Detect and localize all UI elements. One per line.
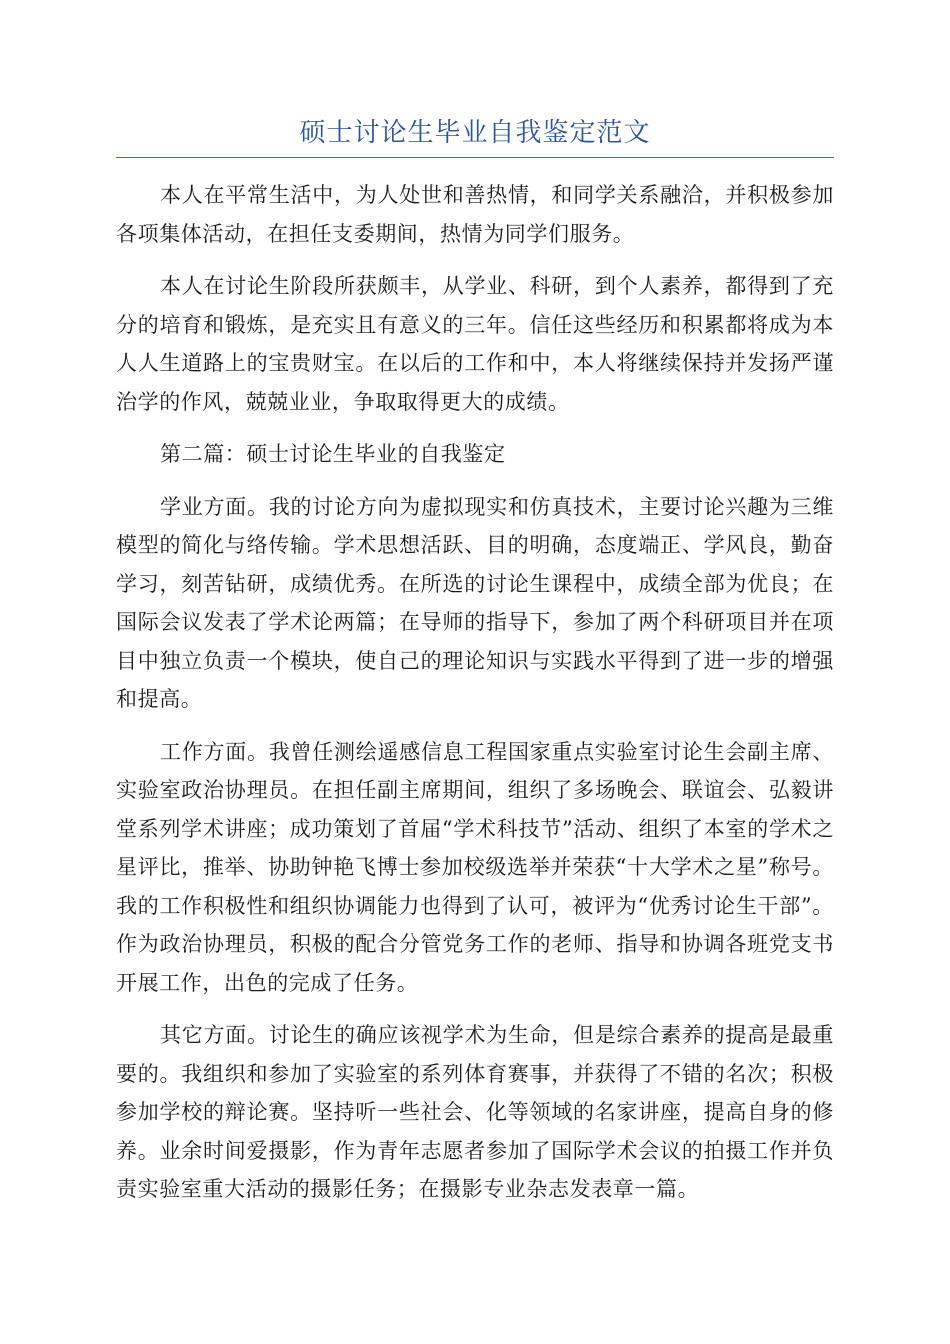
paragraph-summary: 本人在讨论生阶段所获颇丰，从学业、科研，到个人素养，都得到了充分的培育和锻炼，是充实且有意义的三年。信任这些经历和积累都将成为本人人生道路上的宝贵财宝。在以后的工作和中，本人将继续保持并发扬严谨治学的作风，兢兢业业，争取取得更大的成绩。 [116, 274, 834, 414]
paragraph-other: 其它方面。讨论生的确应该视学术为生命，但是综合素养的提高是最重要的。我组织和参加了实验室的系列体育赛事，并获得了不错的名次；积极参加学校的辩论赛。坚持听一些社会、化等领域的名家讲座，提高自身的修养。业余时间爱摄影，作为青年志愿者参加了国际学术会议的拍摄工作并负责实验室重大活动的摄影任务；在摄影专业杂志发表章一篇。 [116, 1023, 834, 1201]
paragraph-work: 工作方面。我曾任测绘遥感信息工程国家重点实验室讨论生会副主席、实验室政治协理员。在担任副主席期间，组织了多场晚会、联谊会、弘毅讲堂系列学术讲座；成功策划了首届“学术科技节”活动、组织了本室的学术之星评比，推举、协助钟艳飞博士参加校级选举并荣获“十大学术之星”称号。我的工作积极性和组织协调能力也得到了认可，被评为“优秀讨论生干部”。作为政治协理员，积极的配合分管党务工作的老师、指导和协调各班党支书开展工作，出色的完成了任务。 [116, 739, 834, 995]
paragraph-academics: 学业方面。我的讨论方向为虚拟现实和仿真技术，主要讨论兴趣为三维模型的简化与络传输。学术思想活跃、目的明确，态度端正、学风良，勤奋学习，刻苦钻研，成绩优秀。在所选的讨论生课程中，成绩全部为优良；在国际会议发表了学术论两篇；在导师的指导下，参加了两个科研项目并在项目中独立负责一个模块，使自己的理论知识与实践水平得到了进一步的增强和提高。 [116, 494, 834, 711]
section-heading: 第二篇：硕士讨论生毕业的自我鉴定 [160, 442, 506, 466]
paragraph-intro: 本人在平常生活中，为人处世和善热情，和同学关系融洽，并积极参加各项集体活动，在担任支委期间，热情为同学们服务。 [116, 183, 834, 246]
document-body [116, 176, 834, 1223]
document-title: 硕士讨论生毕业自我鉴定范文 [299, 118, 651, 148]
title-block [116, 113, 834, 158]
